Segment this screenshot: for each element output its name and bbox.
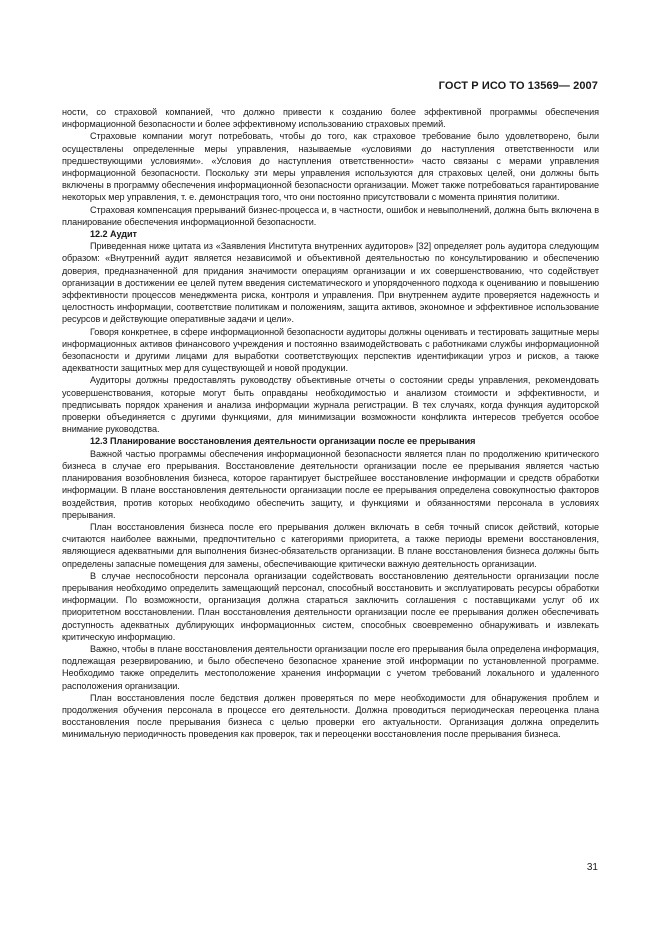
paragraph: Важной частью программы обеспечения информационной безопасности является план по продолжению критического бизнеса в случае его прерывания. Восстановление деятельности организации после ее прерывания является частью планирования возобновления бизнеса, которое гарантирует быстрейшее восстановление информации и средств обработки информации. В плане восстановления деятельности организации после ее прерывания определена совокупностью факторов воздействия, против которых необходимо обеспечить защиту, и функциями и обязанностями персонала в условиях прерывания. — [62, 448, 599, 520]
paragraph: Страховые компании могут потребовать, чтобы до того, как страховое требование было удовлетворено, были осуществлены определенные меры управления, называемые «условиями до наступления ответственности или предшествующими условиями». «Условия до наступления ответственности» часто связаны с мерами управления информационной безопасности. Поскольку эти меры управления используются для страховых целей, они должны быть включены в программу обеспечения информационной безопасности организации. Может также потребоваться гарантирование некоторых мер управления, т. е. демонстрация того, что они постоянно присутствовали с момента принятия политики. — [62, 131, 599, 203]
paragraph: Аудиторы должны предоставлять руководству объективные отчеты о состоянии среды управления, рекомендовать усовершенствования, которые могут быть оправданы необходимостью и анализом стоимости и эффективности, и предписывать порядок хранения и анализа информации журнала регистрации. В тех случаях, когда функция аудиторской проверки объединяется с другими функциями, для минимизации возможности конфликта интересов требуется особое внимание руководства. — [62, 375, 599, 435]
page-number: 31 — [586, 862, 598, 873]
section-heading: 12.2 Аудит — [90, 229, 137, 240]
paragraph: Важно, чтобы в плане восстановления деятельности организации после его прерывания была определена информация, подлежащая резервированию, и было обеспечено безопасное хранение этой информации по установленной программе. Необходимо также определить местоположение хранения информации с учетом требований локального и удаленного расположения организации. — [62, 643, 599, 691]
paragraph: Приведенная ниже цитата из «Заявления Института внутренних аудиторов» [32] определяет роль аудитора следующим образом: «Внутренний аудит является независимой и объективной деятельностью по консультированию и обеспечению доверия, предназначенной для придания значимости операциям организации и их совершенствованию, что содействует организации в достижении ее целей путем введения систематического и упорядоченного подхода к оцениванию и повышению эффективности процессов менеджмента риска, контроля и управления. При внутреннем аудите проверяется надежность и целостность информации, соответствие политикам и положениям, защита активов, экономное и эффективное использование ресурсов и действующие оперативные задачи и цели». — [62, 241, 599, 325]
paragraph: Говоря конкретнее, в сфере информационной безопасности аудиторы должны оценивать и тестировать защитные меры информационных активов финансового учреждения и постоянно взаимодействовать с работниками службы информационной безопасности и другими лицами для выработки соответствующих перспектив идентификации угроз и рисков, а также адекватности защитных мер для существующей и новой продукции. — [62, 326, 599, 374]
standard-header: ГОСТ Р ИСО ТО 13569— 2007 — [438, 80, 598, 92]
section-heading: 12.3 Планирование восстановления деятельности организации после ее прерывания — [90, 436, 476, 447]
paragraph: ности, со страховой компанией, что должно привести к созданию более эффективной программы обеспечения информационной безопасности и более эффективному использованию страховых премий. — [62, 107, 599, 130]
paragraph: Страховая компенсация прерываний бизнес-процесса и, в частности, ошибок и невыполнений, должна быть включена в планирование обеспечения информационной безопасности. — [62, 204, 599, 227]
paragraph: План восстановления бизнеса после его прерывания должен включать в себя точный список действий, которые считаются наиболее важными, предпочтительно с категориями приоритета, а также периоды времени восстановления, являющиеся адекватными для выполнения бизнес-обязательств организации. В плане восстановления бизнеса должны быть определены запасные помещения для замены, обеспечивающие критически важную деятельность организации. — [62, 521, 599, 569]
paragraph: В случае неспособности персонала организации содействовать восстановлению деятельности организации после прерывания необходимо определить замещающий персонал, способный восстановить и эксплуатировать ресурсы обработки информации. По возможности, организация должна стараться заключить соглашения с поставщиками услуг об их приоритетном восстановлении. План восстановления деятельности организации после ее прерывания должен обеспечивать доступность адекватных дублирующих информационных систем, способных своевременно обнаруживать и извлекать критическую информацию. — [62, 570, 599, 642]
paragraph: План восстановления после бедствия должен проверяться по мере необходимости для обнаружения проблем и продолжения обучения персонала в процессе его деятельности. Должна проводиться периодическая переоценка плана восстановления после прерывания бизнеса с целью проверки его актуальности. Организация должна определить минимальную периодичность проведения как проверок, так и переоценки восстановления после прерывания бизнеса. — [62, 692, 599, 740]
page-body — [62, 106, 599, 741]
